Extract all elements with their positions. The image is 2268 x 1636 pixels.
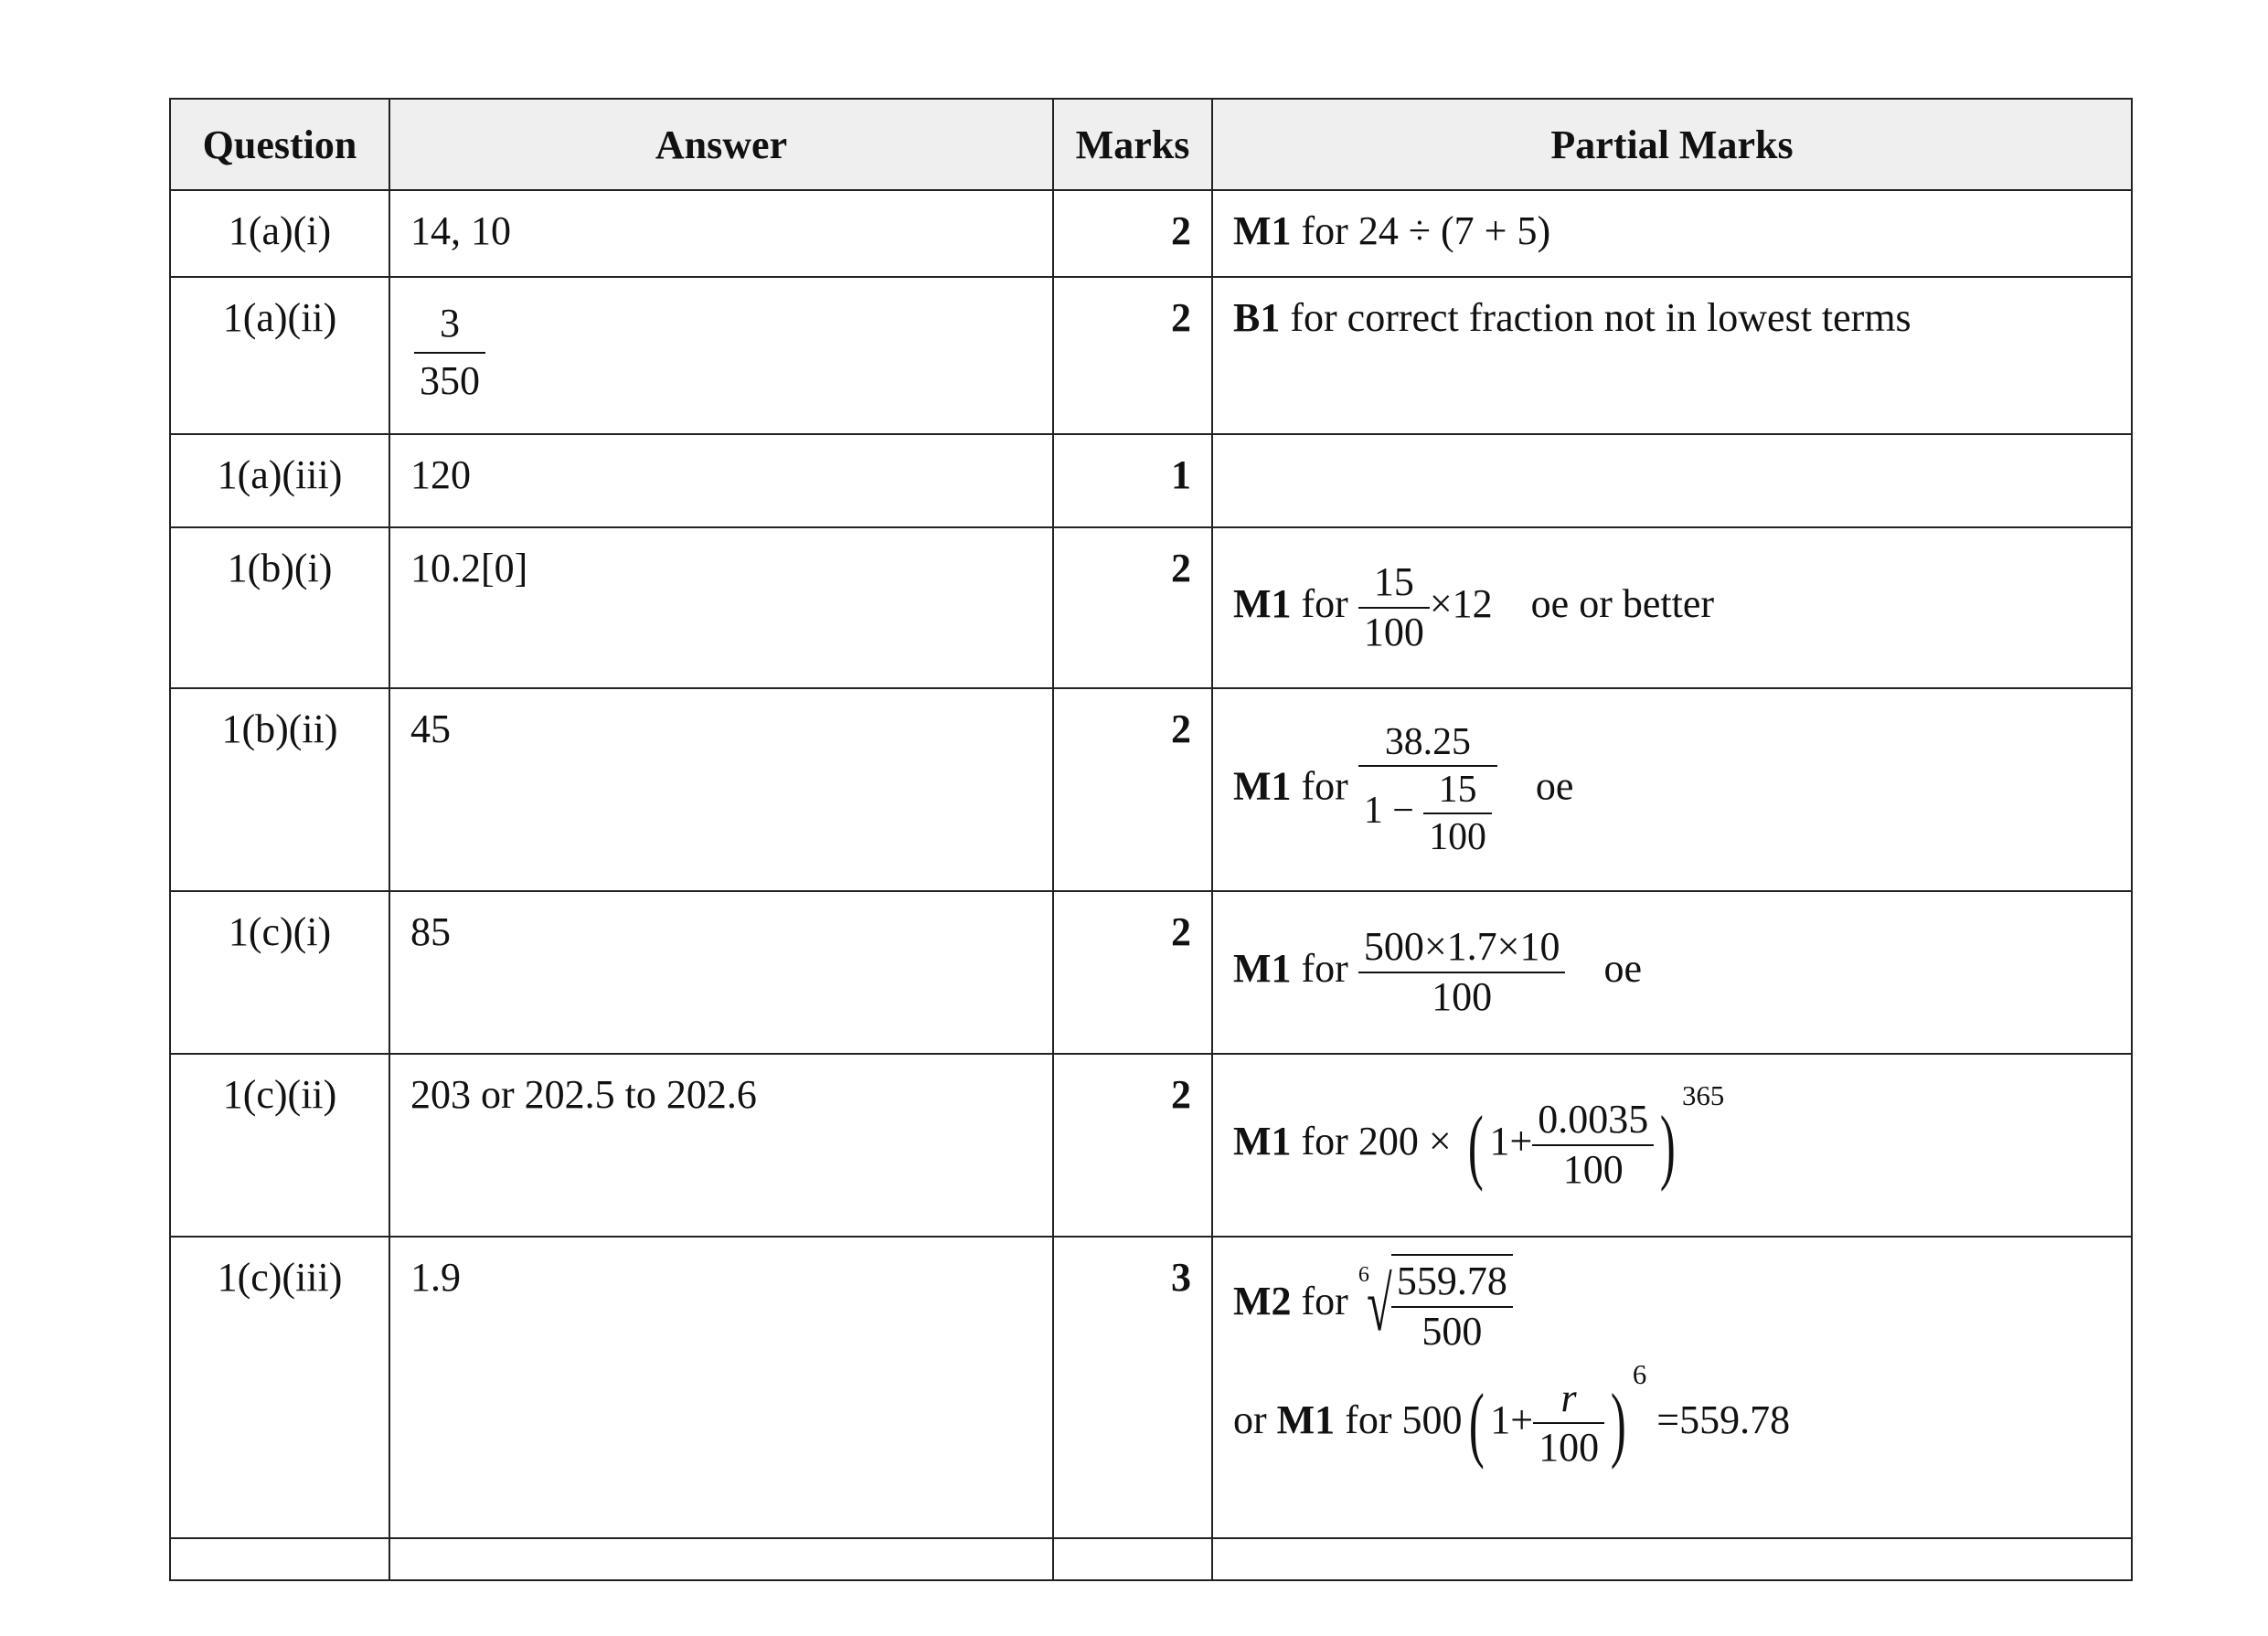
partial-text: for correct fraction not in lowest terms [1290, 295, 1911, 340]
inner-denominator: 100 [1429, 816, 1486, 859]
empty-cell [1212, 1538, 2132, 1580]
inner-numerator: 15 [1423, 767, 1492, 814]
fraction-denominator: 350 [420, 357, 480, 403]
partial-line-2 [1233, 1358, 2111, 1473]
alt-inner-lead: 1+ [1490, 1397, 1534, 1442]
partial-marks-cell [1212, 688, 2132, 891]
header-row [170, 99, 2132, 190]
partial-for: for [1301, 1278, 1348, 1323]
marks-cell: 2 [1053, 891, 1212, 1054]
mark-scheme-table [169, 98, 2133, 1581]
mark-code: M2 [1233, 1278, 1292, 1323]
question-cell: 1(a)(i) [170, 190, 389, 277]
fraction-numerator: 0.0035 [1532, 1096, 1654, 1146]
mark-code: B1 [1233, 295, 1281, 340]
fraction-numerator: r [1533, 1375, 1604, 1425]
mark-code: M1 [1233, 581, 1292, 627]
right-paren: ) [1611, 1376, 1626, 1471]
partial-for: for [1301, 946, 1348, 992]
question-cell: 1(a)(iii) [170, 434, 389, 527]
question-cell: 1(c)(i) [170, 891, 389, 1054]
mark-code: M1 [1233, 208, 1292, 253]
alt-exponent: 6 [1632, 1358, 1647, 1390]
table-row [170, 1237, 2132, 1538]
marks-cell: 2 [1053, 277, 1212, 434]
fraction-denominator: 100 [1363, 610, 1424, 654]
table-row [170, 527, 2132, 688]
marks-cell: 2 [1053, 190, 1212, 277]
mark-code: M1 [1233, 763, 1292, 809]
fraction-numerator: 500×1.7×10 [1358, 923, 1566, 973]
partial-marks-cell [1212, 1054, 2132, 1237]
partial-marks-cell [1212, 434, 2132, 527]
right-paren: ) [1660, 1098, 1677, 1192]
expression-fraction [1358, 923, 1566, 1022]
root-index: 6 [1358, 1262, 1369, 1287]
left-paren: ( [1468, 1376, 1485, 1471]
fraction-numerator: 3 [414, 296, 485, 354]
alt-for: for [1345, 1397, 1392, 1442]
alt-fraction [1533, 1375, 1604, 1473]
empty-cell [389, 1538, 1053, 1580]
alt-rhs: =559.78 [1656, 1397, 1791, 1442]
partial-for: for 200 × [1301, 1119, 1452, 1164]
expression-fraction [1532, 1096, 1654, 1195]
table-row [170, 190, 2132, 277]
answer-cell: 10.2[0] [389, 527, 1053, 688]
answer-cell: 14, 10 [389, 190, 1053, 277]
table-row-cutoff [170, 1538, 2132, 1580]
inner-lead: 1+ [1489, 1119, 1533, 1164]
table-row [170, 434, 2132, 527]
question-cell: 1(b)(ii) [170, 688, 389, 891]
question-cell: 1(b)(i) [170, 527, 389, 688]
partial-suffix: oe [1603, 946, 1643, 992]
fraction-numerator: 15 [1358, 558, 1430, 609]
fraction-denominator: 100 [1562, 1147, 1624, 1192]
partial-marks-cell [1212, 891, 2132, 1054]
fraction-numerator: 38.25 [1358, 719, 1497, 767]
expression-multiplier: ×12 [1429, 581, 1493, 627]
answer-cell [389, 277, 1053, 434]
alt-mark-code: M1 [1276, 1397, 1336, 1442]
fraction-denominator: 100 [1432, 974, 1493, 1019]
partial-suffix: oe [1535, 763, 1574, 809]
partial-marks-cell [1212, 1237, 2132, 1538]
alt-lead: 500 [1401, 1397, 1463, 1442]
left-paren: ( [1467, 1098, 1484, 1192]
alt-or: or [1233, 1397, 1267, 1442]
partial-marks-cell [1212, 277, 2132, 434]
radical-icon: √ [1367, 1262, 1392, 1347]
partial-suffix: oe or better [1530, 581, 1715, 627]
inner-fraction [1423, 767, 1492, 860]
answer-cell: 85 [389, 891, 1053, 1054]
table-row [170, 688, 2132, 891]
marks-cell: 3 [1053, 1237, 1212, 1538]
fraction-denominator: 100 [1539, 1425, 1600, 1471]
partial-for: for [1301, 581, 1348, 627]
question-cell: 1(c)(iii) [170, 1237, 389, 1538]
exponent: 365 [1682, 1080, 1725, 1112]
fraction-numerator: 559.78 [1391, 1258, 1513, 1308]
answer-cell: 203 or 202.5 to 202.6 [389, 1054, 1053, 1237]
header-partial-marks: Partial Marks [1212, 99, 2132, 190]
expression-fraction [1358, 558, 1430, 657]
header-question: Question [170, 99, 389, 190]
marks-cell: 1 [1053, 434, 1212, 527]
table-row [170, 1054, 2132, 1237]
expression-fraction [1358, 719, 1497, 860]
header-marks: Marks [1053, 99, 1212, 190]
empty-cell [170, 1538, 389, 1580]
radicand [1391, 1254, 1513, 1356]
root-fraction [1391, 1258, 1513, 1356]
answer-cell: 1.9 [389, 1237, 1053, 1538]
partial-marks-cell [1212, 527, 2132, 688]
answer-fraction [414, 296, 485, 409]
question-cell: 1(c)(ii) [170, 1054, 389, 1237]
denominator-lead: 1 − [1363, 789, 1414, 832]
partial-text: for 24 ÷ (7 + 5) [1301, 208, 1551, 253]
table-row [170, 891, 2132, 1054]
table-row [170, 277, 2132, 434]
header-answer: Answer [389, 99, 1053, 190]
mark-code: M1 [1233, 1119, 1292, 1164]
fraction-denominator: 500 [1421, 1308, 1483, 1354]
empty-cell [1053, 1538, 1212, 1580]
partial-for: for [1301, 763, 1348, 809]
partial-marks-cell [1212, 190, 2132, 277]
marks-cell: 2 [1053, 688, 1212, 891]
answer-cell: 45 [389, 688, 1053, 891]
answer-cell: 120 [389, 434, 1053, 527]
mark-code: M1 [1233, 946, 1292, 992]
marks-cell: 2 [1053, 1054, 1212, 1237]
question-cell: 1(a)(ii) [170, 277, 389, 434]
partial-line-1 [1233, 1254, 2111, 1356]
marks-cell: 2 [1053, 527, 1212, 688]
fraction-denominator [1358, 767, 1497, 860]
